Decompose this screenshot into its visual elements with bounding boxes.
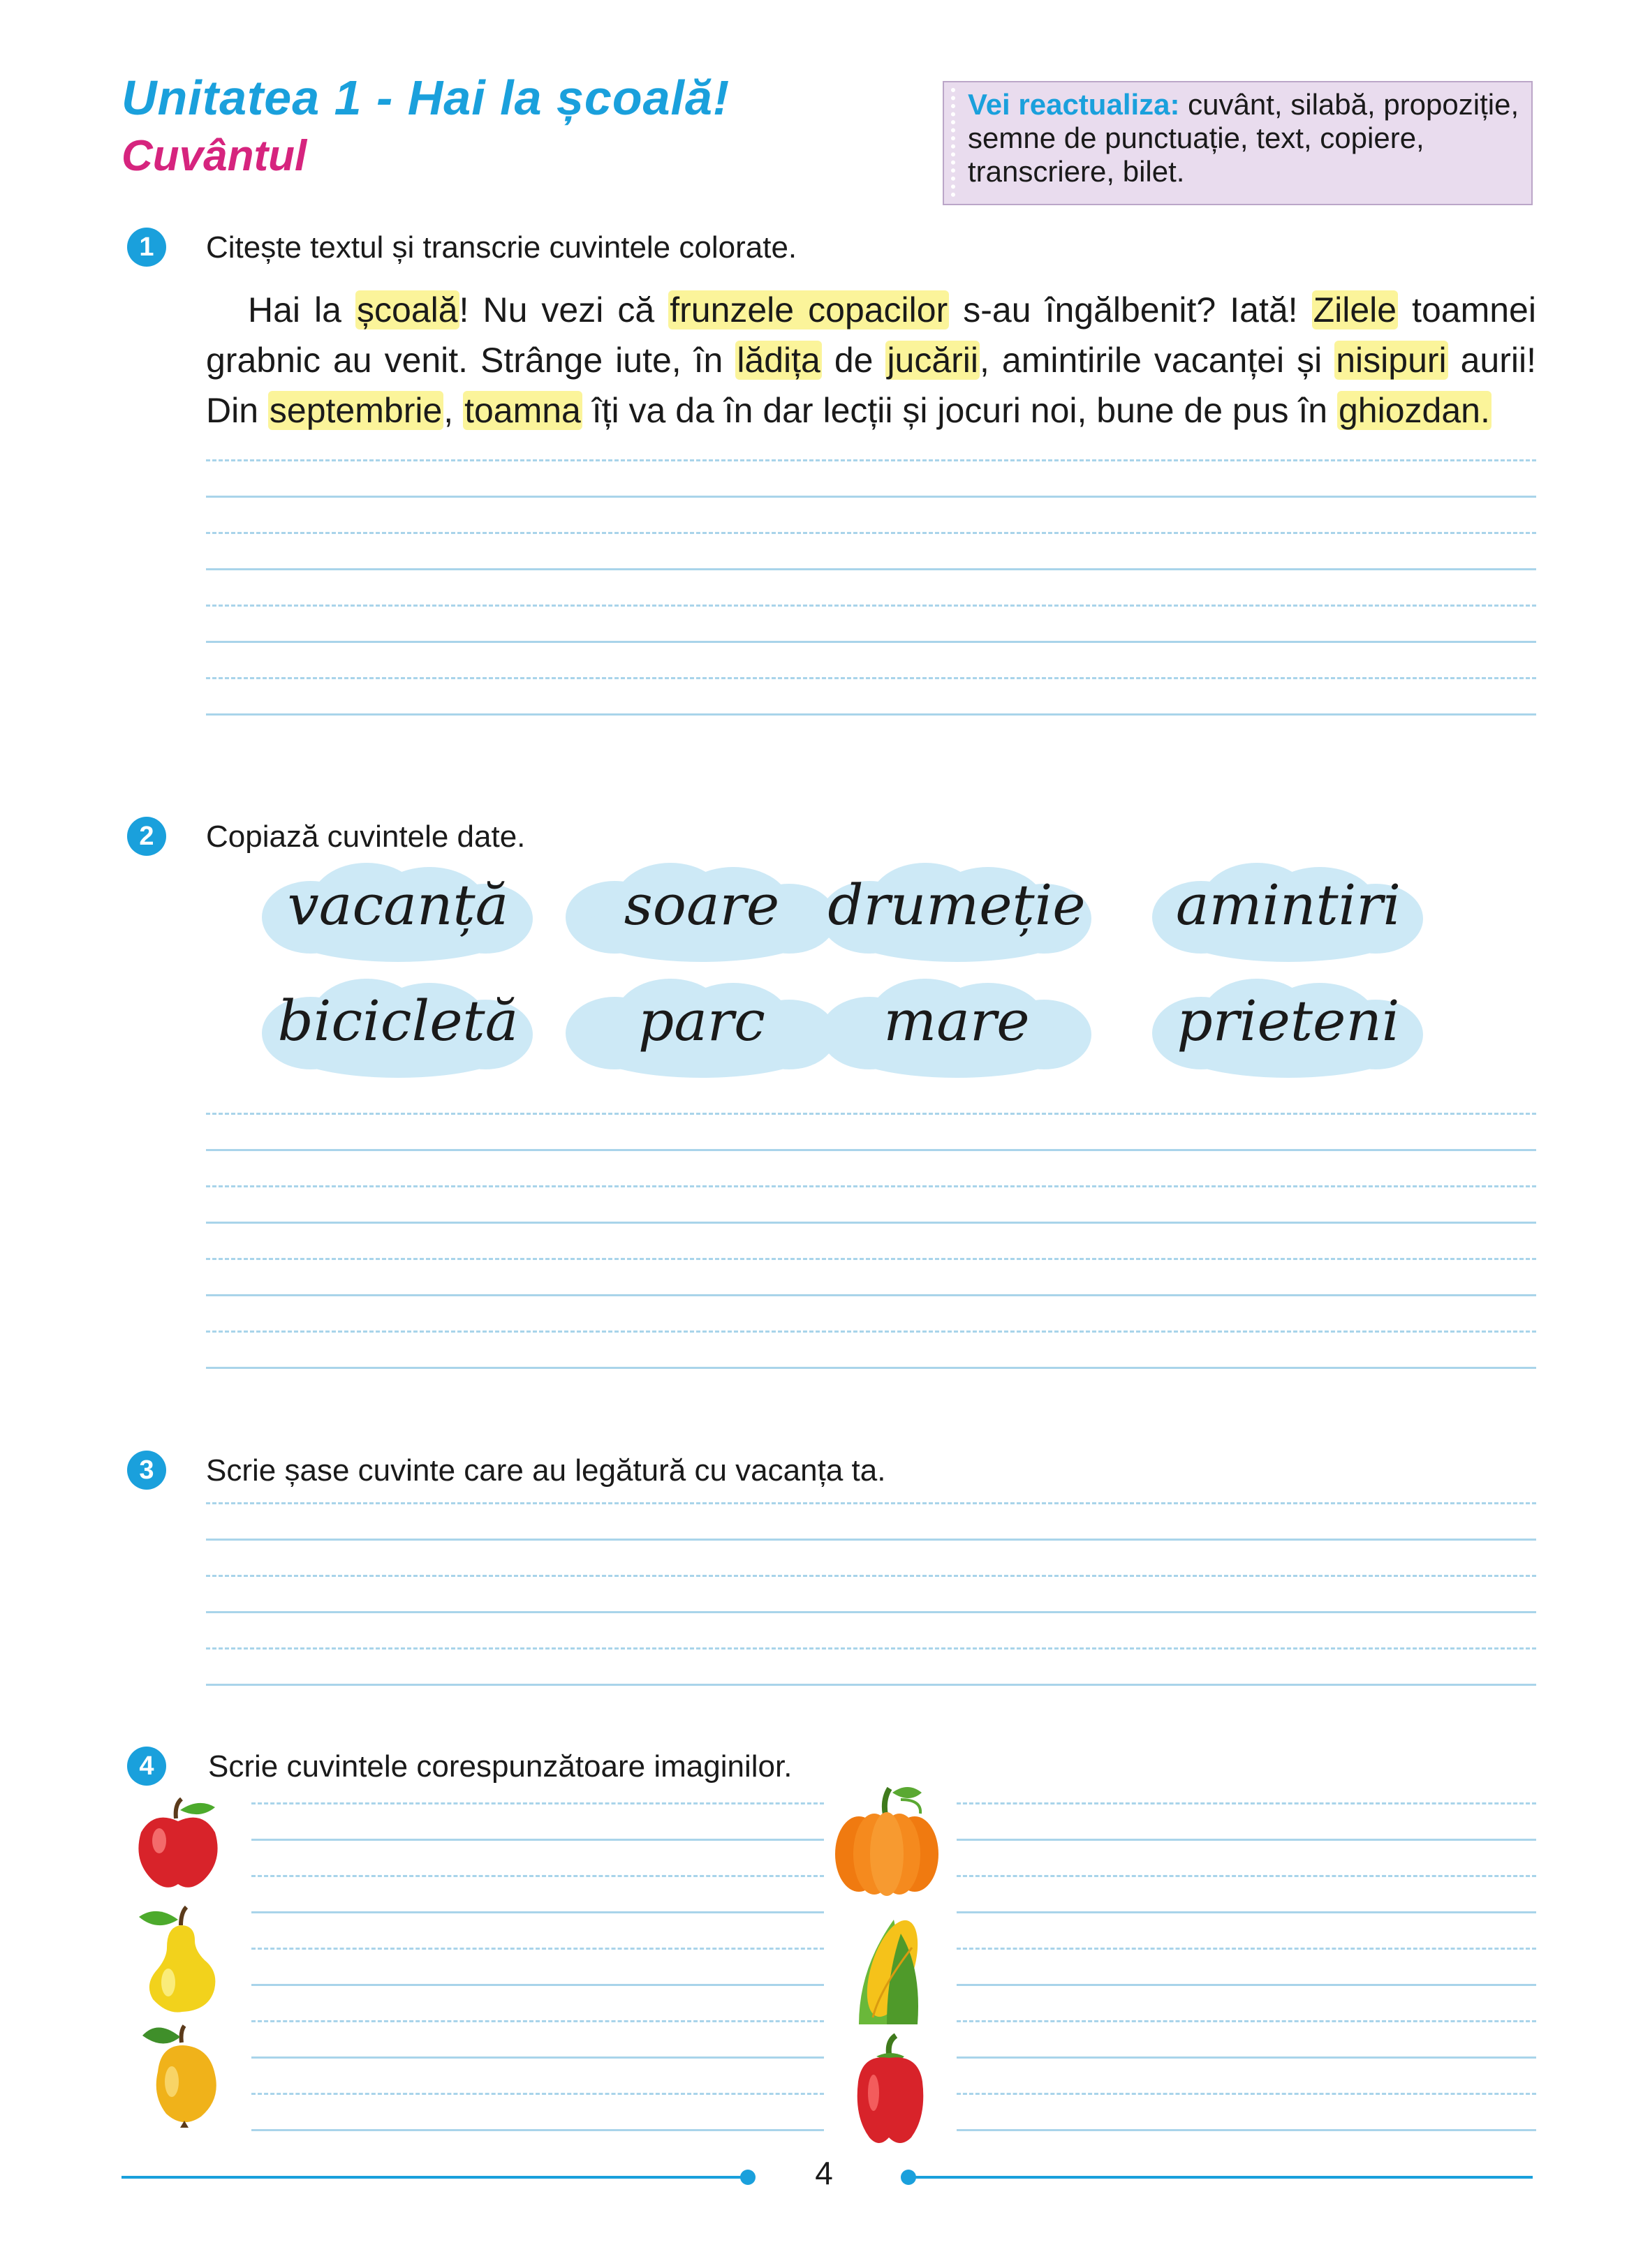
writing-line[interactable] [957,1948,1536,2020]
reading-text-segment: , [443,391,464,430]
review-box-dots [951,88,961,197]
writing-lines-task-1[interactable] [206,459,1536,750]
cursive-word-cloud [566,860,838,965]
task-2-instruction: Copiază cuvintele date. [206,820,526,854]
writing-lines-task-3[interactable] [206,1502,1536,1720]
writing-line[interactable] [206,1258,1536,1331]
writing-line[interactable] [957,2020,1536,2093]
reading-text-segment: Hai la [248,290,356,329]
cursive-word-cloud [1152,860,1424,965]
cursive-word: drumeție [827,873,1086,937]
cursive-word: parc [638,988,765,1053]
task-4-badge: 4 [127,1747,166,1786]
writing-line[interactable] [206,1575,1536,1647]
cursive-word: soare [624,873,780,937]
highlighted-word: frunzele copacilor [670,290,948,329]
writing-line[interactable] [251,1948,824,2020]
writing-line[interactable] [957,1802,1536,1875]
cursive-word: prieteni [1177,988,1400,1053]
reading-text-segment: toamnei grabnic au venit. Strânge iute, în [206,290,1536,380]
pepper-icon [848,2033,932,2151]
task-2-badge: 2 [127,817,166,856]
writing-line[interactable] [206,1113,1536,1185]
section-title: Cuvântul [121,132,307,180]
corn-icon [845,1906,936,2031]
cursive-word-cloud [1152,976,1424,1081]
writing-lines-task-4-right[interactable] [957,1802,1536,2165]
cursive-word-cloud [820,976,1093,1081]
highlighted-word: septembrie [269,391,443,430]
writing-line[interactable] [251,2020,824,2093]
writing-line[interactable] [251,1802,824,1875]
unit-title: Unitatea 1 - Hai la școală! [121,71,730,125]
highlighted-word: jucării [887,341,979,380]
review-text [968,88,1526,188]
writing-lines-task-2[interactable] [206,1113,1536,1403]
highlighted-word: școală [357,290,458,329]
writing-line[interactable] [206,1502,1536,1575]
footer-line-left [121,2176,750,2179]
writing-line[interactable] [957,1875,1536,1948]
cursive-word-cloud [262,976,534,1081]
highlighted-word: toamna [464,391,581,430]
highlighted-word: ghiozdan. [1339,391,1490,430]
writing-line[interactable] [206,1331,1536,1403]
writing-line[interactable] [206,459,1536,532]
cursive-word: bicicletă [277,988,519,1053]
page-number: 4 [815,2155,833,2191]
reading-text-segment: îți va da în dar lecții și jocuri noi, bune de pus în [582,391,1337,430]
cursive-word-cloud [820,860,1093,965]
quince-icon [140,2017,230,2129]
writing-line[interactable] [206,1185,1536,1258]
apple-icon [133,1798,223,1895]
cursive-word-cloud [262,860,534,965]
task-1-badge: 1 [127,228,166,267]
writing-line[interactable] [206,532,1536,605]
writing-line[interactable] [206,1647,1536,1720]
cursive-word-cloud [566,976,838,1081]
pumpkin-icon [831,1779,943,1897]
cursive-word: vacanță [287,873,509,937]
writing-line[interactable] [251,1875,824,1948]
writing-line[interactable] [957,2093,1536,2165]
task-3-badge: 3 [127,1451,166,1490]
writing-line[interactable] [251,2093,824,2165]
pear-icon [136,1904,227,2016]
highlighted-word: nisipuri [1336,341,1447,380]
reading-text-segment: de [821,341,886,380]
review-label: Vei reactualiza: [968,88,1180,121]
review-items: cuvânt, silabă, propoziție, semne de punctuație, text, copiere, transcriere, bilet. [968,88,1519,188]
writing-line[interactable] [206,677,1536,750]
task-3-instruction: Scrie șase cuvinte care au legătură cu vacanța ta. [206,1453,886,1488]
footer-dot-left [740,2170,756,2185]
reading-text-segment: , amintirile vacanței și [980,341,1335,380]
footer-line-right [908,2176,1533,2179]
reading-text-segment: s-au îngălbenit? Iată! [949,290,1312,329]
reading-text-segment: ! Nu vezi că [459,290,669,329]
cursive-word: amintiri [1175,873,1401,937]
highlighted-word: Zilele [1313,290,1397,329]
reading-text-segment: aurii! Din [206,341,1536,430]
task-4-instruction: Scrie cuvintele corespunzătoare imaginilor. [208,1749,793,1784]
cursive-word: mare [883,988,1030,1053]
writing-lines-task-4-left[interactable] [251,1802,824,2165]
task-1-instruction: Citește textul și transcrie cuvintele colorate. [206,230,797,265]
highlighted-word: lădița [737,341,820,380]
writing-line[interactable] [206,605,1536,677]
reading-text [206,285,1536,436]
